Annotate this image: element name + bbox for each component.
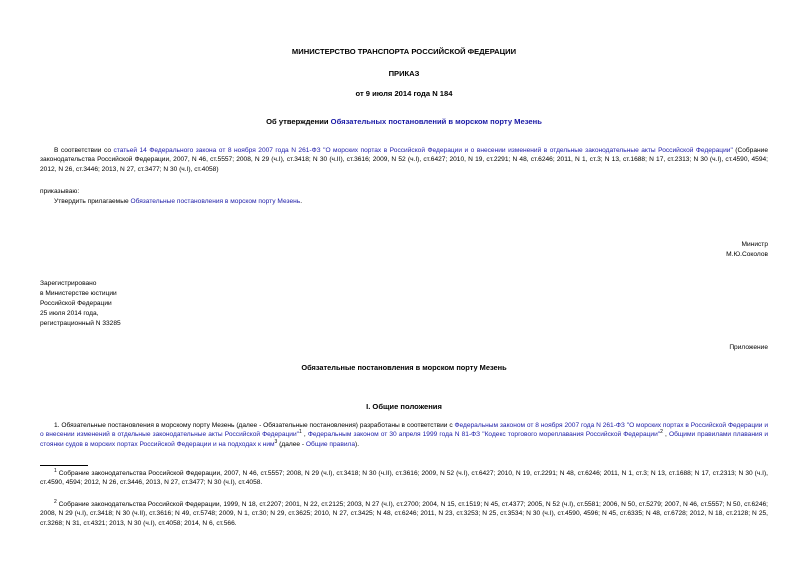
clause-1 <box>40 421 768 449</box>
approve-paragraph <box>54 197 768 206</box>
footnote-1 <box>40 469 768 488</box>
law-261-link[interactable]: Федеральным законом от 8 ноября 2007 года N 261-ФЗ "О морских портах в Российской Федерации и о внесении изменений в отдельные законодательные акты Российской Федерации" <box>40 422 768 439</box>
rules-title: Обязательные постановления в морском порту Мезень <box>301 363 507 372</box>
registration-line: Российской Федерации <box>40 300 112 307</box>
approve-text-1: Утвердить прилагаемые <box>54 198 131 205</box>
general-rules-short-link[interactable]: Общие правила <box>305 440 356 448</box>
clause-text-4: (далее - <box>277 440 306 448</box>
law-81-link[interactable]: Федеральным законом от 30 апреля 1999 года N 81-ФЗ "Кодекс торгового мореплавания Российской Федерации" <box>307 431 661 439</box>
preamble-text-1: В соответствии со <box>54 147 114 154</box>
clause-text-3: , <box>662 431 669 439</box>
ministry-heading: МИНИСТЕРСТВО ТРАНСПОРТА РОССИЙСКОЙ ФЕДЕРАЦИИ <box>291 47 517 56</box>
general-rules-link[interactable]: Общими правилами плавания и стоянки судов в морских портах Российской Федерации и на подходах к ним <box>40 431 769 448</box>
order-title-link[interactable]: Обязательных постановлений в морском порту Мезень <box>330 117 542 126</box>
registration-line: Зарегистрировано <box>40 280 97 287</box>
footnote-divider <box>40 465 88 466</box>
order-title-prefix: Об утверждении <box>266 117 331 126</box>
order-date: от 9 июля 2014 года N 184 <box>355 89 453 98</box>
clause-text-5: ). <box>355 440 360 448</box>
preamble-paragraph <box>40 146 768 174</box>
footnote-mark: 1 <box>54 467 57 474</box>
registration-line: 25 июля 2014 года, <box>40 310 99 317</box>
approve-text-2: . <box>300 198 303 205</box>
footnote-2 <box>40 500 768 528</box>
order-word: приказываю: <box>40 188 80 195</box>
section-title: I. Общие положения <box>366 402 442 411</box>
preamble-text-2: (Собрание законодательства Российской Федерации, 2007, N 46, ст.5557; 2008, N 29 (ч.I), ст.3418; N 30 (ч.II), ст.3616; 2009, N 52 (ч.I), ст.6427; 2010, N 19, ст.2291; N 48, ст.6246; 2011, N 1, ст.3; N 13, ст.1688; N 17, ст.2313; N 30 (ч.I), ст.4590, 4594; 2012, N 26, ст.3446; 2013, N 27, ст.3477; N 30 (ч.I), ст.4058) <box>40 147 769 173</box>
clause-text-1: 1. Обязательные постановления в морскому порту Мезень (далее - Обязательные постановления) разработаны в соответствии с <box>54 422 455 429</box>
registration-line: регистрационный N 33285 <box>40 320 121 327</box>
footnote-text: Собрание законодательства Российской Федерации, 1999, N 18, ст.2207; 2001, N 22, ст.2125; 2003, N 27 (ч.I), ст.2700; 2004, N 15, ст.1519; N 45, ст.4377; 2005, N 52 (ч.I), ст.5581; 2006, N 50, ст.5279; 2007, N 46, ст.5557; N 50, ст.6246; 2008, N 29 (ч.I), ст.3418; N 30 (ч.II), ст.3616; N 49, ст.5748; 2009, N 1, ст.30; N 29, ст.3625; 2010, N 27, ст.3425; N 48, ст.6246; 2011, N 23, ст.3253; N 25, ст.3534; N 30 (ч.I), ст.4590, 4596; N 45, ст.6335; N 48, ст.6728; 2012, N 18, ст.2128; N 25, ст.3268; N 31, ст.4321; 2013, N 30 (ч.I), ст.4058; 2014, N 6, ст.566. <box>40 501 768 527</box>
order-title <box>40 117 768 126</box>
appendix-label: Приложение <box>729 344 768 351</box>
law-261-link[interactable]: статьей 14 Федерального закона от 8 ноября 2007 года N 261-ФЗ "О морских портах в Российской Федерации и о внесении изменений в отдельные законодательные акты Российской Федерации" <box>113 147 733 154</box>
footnote-text: Собрание законодательства Российской Федерации, 2007, N 46, ст.5557; 2008, N 29 (ч.I), ст.3418; N 30 (ч.II), ст.3616; 2009, N 52 (ч.I), ст.6427; 2010, N 19, ст.2291; N 48, ст.6246; 2011, N 1, ст.3; N 13, ст.1688; N 17, ст.2313; N 30 (ч.I), ст.4590, 4594; 2012, N 26, ст.3446, 2013, N 27, ст.3477; N 30 (ч.I), ст.4058. <box>40 470 768 487</box>
registration-line: в Министерстве юстиции <box>40 290 117 297</box>
footnote-mark: 2 <box>54 498 57 505</box>
footnote-ref[interactable]: 3 <box>274 438 278 445</box>
footnote-ref[interactable]: 2 <box>660 429 663 436</box>
signature-name: М.Ю.Соколов <box>726 251 768 258</box>
clause-text-2: , <box>301 431 308 439</box>
signature-position: Министр <box>741 241 768 248</box>
footnote-ref[interactable]: 1 <box>299 429 302 436</box>
order-heading: ПРИКАЗ <box>388 69 420 78</box>
rules-link[interactable]: Обязательные постановления в морском порту Мезень <box>130 198 301 205</box>
